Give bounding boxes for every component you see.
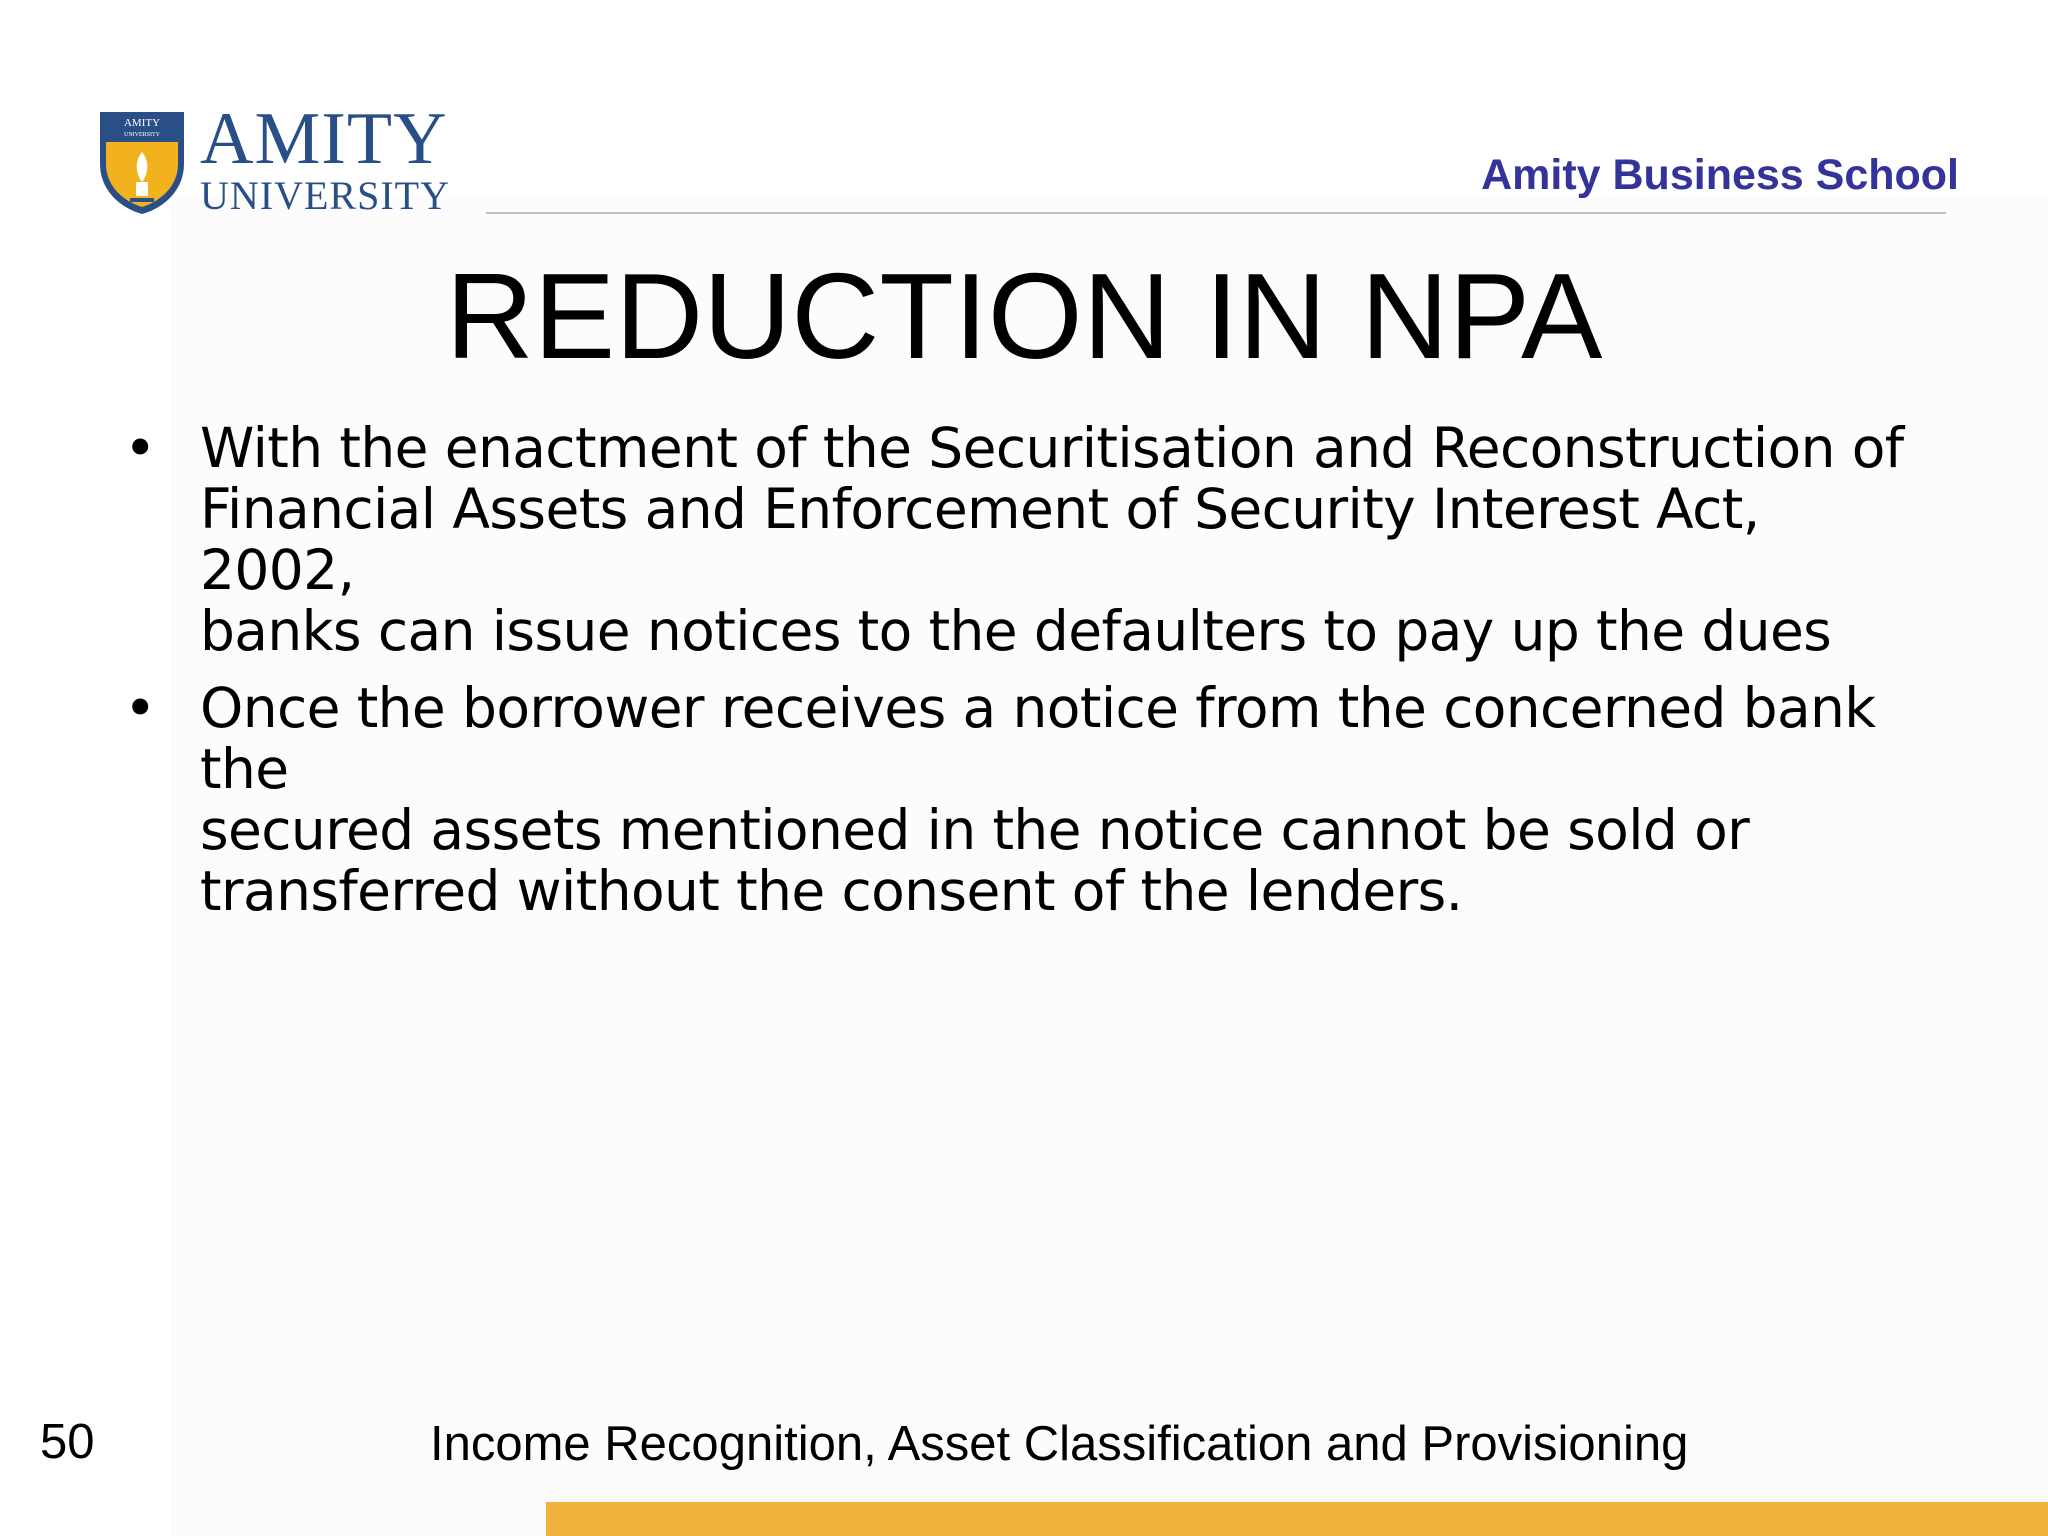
logo-subtitle: UNIVERSITY (200, 173, 450, 218)
bullet-line: Once the borrower receives a notice from the concerned bank the (200, 676, 1876, 801)
amity-university-logo (96, 98, 450, 218)
bullet-list (120, 418, 1920, 938)
bullet-line: With the enactment of the Securitisation and Reconstruction of (200, 416, 1904, 480)
page-number: 50 (40, 1415, 95, 1469)
shield-text: AMITY (123, 117, 161, 129)
svg-text:UNIVERSITY: UNIVERSITY (124, 132, 160, 138)
slide-title: REDUCTION IN NPA (445, 248, 1603, 384)
bullet-line: Financial Assets and Enforcement of Security Interest Act, 2002, (200, 477, 1760, 602)
logo-wordmark: AMITY (200, 98, 448, 180)
shield-icon (96, 108, 188, 216)
bullet-line: banks can issue notices to the defaulters to pay up the dues (200, 599, 1832, 663)
bullet-marker: • (124, 676, 156, 740)
header-divider (486, 212, 1946, 214)
bullet-item (120, 678, 1920, 922)
bullet-line: secured assets mentioned in the notice cannot be sold or (200, 798, 1750, 862)
school-name: Amity Business School (1481, 151, 1959, 199)
bullet-item (120, 418, 1920, 662)
bullet-line: transferred without the consent of the lenders. (200, 859, 1463, 923)
bullet-marker: • (124, 416, 156, 480)
footer-title: Income Recognition, Asset Classification and Provisioning (430, 1417, 1689, 1471)
footer-accent-bar (546, 1502, 2048, 1536)
